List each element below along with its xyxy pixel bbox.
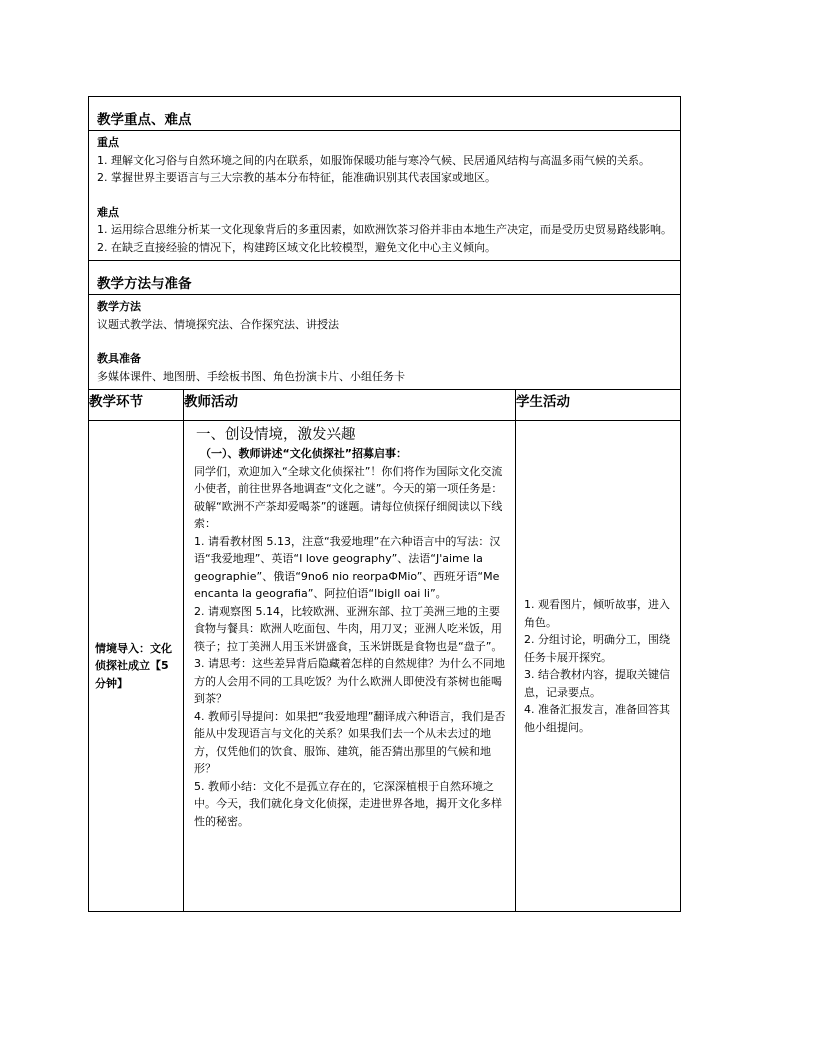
focus-item: 2. 掌握世界主要语言与三大宗教的基本分布特征，能准确识别其代表国家或地区。 bbox=[97, 171, 496, 184]
student-activity-cell bbox=[516, 421, 681, 912]
key-points-cell bbox=[89, 97, 681, 261]
column-header-stage: 教学环节 bbox=[89, 390, 184, 421]
key-points-header: 教学重点、难点 bbox=[89, 97, 680, 131]
teacher-paragraph: 同学们，欢迎加入“全球文化侦探社”！你们将作为国际文化交流小使者，前往世界各地调查“文化之谜”。今天的第一项任务是：破解“欧洲不产茶却爱喝茶”的谜题。请每位侦探仔细阅读以下线索： bbox=[194, 464, 503, 530]
teacher-paragraph: 3. 请思考：这些差异背后隐藏着怎样的自然规律？为什么不同地方的人会用不同的工具吃饭？为什么欧洲人即使没有茶树也能喝到茶？ bbox=[194, 657, 505, 705]
method-label: 教学方法 bbox=[97, 300, 141, 313]
methods-body bbox=[89, 295, 680, 389]
stage-label: 情境导入：文化侦探社成立【5分钟】 bbox=[89, 421, 184, 912]
lesson-plan-page bbox=[88, 96, 680, 912]
difficulty-label: 难点 bbox=[97, 205, 119, 219]
methods-row bbox=[89, 261, 681, 390]
key-points-body bbox=[89, 131, 680, 260]
focus-label: 重点 bbox=[97, 136, 119, 149]
key-points-row bbox=[89, 97, 681, 261]
student-item: 1. 观看图片，倾听故事，进入角色。 bbox=[524, 598, 670, 629]
student-item: 4. 准备汇报发言，准备回答其他小组提问。 bbox=[524, 703, 670, 734]
teacher-step-title: 一、创设情境，激发兴趣 bbox=[196, 427, 356, 443]
tools-text: 多媒体课件、地图册、手绘板书图、角色扮演卡片、小组任务卡 bbox=[97, 369, 405, 383]
column-header-teacher: 教师活动 bbox=[184, 390, 516, 421]
student-item: 2. 分组讨论，明确分工，围绕任务卡展开探究。 bbox=[524, 633, 670, 664]
difficulty-item: 1. 运用综合思维分析某一文化现象背后的多重因素，如欧洲饮茶习俗并非由本地生产决定，而是受历史贸易路线影响。 bbox=[97, 223, 672, 236]
focus-item: 1. 理解文化习俗与自然环境之间的内在联系，如服饰保暖功能与寒冷气候、民居通风结构与高温多雨气候的关系。 bbox=[97, 153, 650, 167]
student-item: 3. 结合教材内容，提取关键信息，记录要点。 bbox=[524, 668, 670, 699]
teacher-step-subtitle: （一）、教师讲述“文化侦探社”招募启事： bbox=[200, 447, 407, 460]
difficulty-item: 2. 在缺乏直接经验的情况下，构建跨区域文化比较模型，避免文化中心主义倾向。 bbox=[97, 240, 496, 254]
methods-header: 教学方法与准备 bbox=[89, 261, 680, 295]
lesson-plan-table bbox=[88, 96, 681, 912]
teacher-activity-cell bbox=[184, 421, 516, 912]
teacher-paragraph: 2. 请观察图 5.14，比较欧洲、亚洲东部、拉丁美洲三地的主要食物与餐具：欧洲人吃面包、牛肉，用刀叉；亚洲人吃米饭，用筷子；拉丁美洲人用玉米饼盛食，玉米饼既是食物也是“盘子”。 bbox=[194, 604, 503, 653]
method-text: 议题式教学法、情境探究法、合作探究法、讲授法 bbox=[97, 317, 339, 331]
methods-cell bbox=[89, 261, 681, 390]
process-row bbox=[89, 421, 681, 912]
teacher-paragraph: 5. 教师小结：文化不是孤立存在的，它深深植根于自然环境之中。今天，我们就化身文化侦探，走进世界各地，揭开文化多样性的秘密。 bbox=[194, 779, 502, 828]
process-header-row bbox=[89, 390, 681, 421]
column-header-student: 学生活动 bbox=[516, 390, 681, 421]
tools-label: 教具准备 bbox=[97, 352, 141, 365]
teacher-paragraph: 1. 请看教材图 5.13，注意“我爱地理”在六种语言中的写法：汉语“我爱地理”、英语“I love geography”、法语“J'aime la geographie”、俄语“9no6 nio reorpaФMio”、西班牙语“Me encanta la geografia”、阿拉伯语“lbigll oai li”。 bbox=[194, 534, 501, 600]
teacher-paragraph: 4. 教师引导提问：如果把“我爱地理”翻译成六种语言，我们是否能从中发现语言与文化的关系？如果我们去一个从未去过的地方，仅凭他们的饮食、服饰、建筑，能否猜出那里的气候和地形？ bbox=[194, 709, 506, 775]
